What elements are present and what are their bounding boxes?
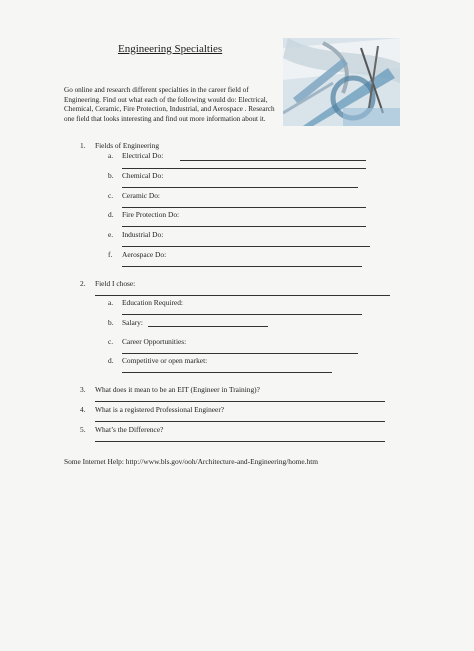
q1f-label: Aerospace Do: xyxy=(122,250,167,259)
q1a-label: Electrical Do: xyxy=(122,151,164,160)
q1c-letter: c. xyxy=(108,191,114,200)
q2b-label: Salary: xyxy=(122,318,143,327)
answer-line[interactable] xyxy=(95,295,390,296)
q1-number: 1. xyxy=(80,141,86,150)
q1c-label: Ceramic Do: xyxy=(122,191,160,200)
q1e-label: Industrial Do: xyxy=(122,230,164,239)
q2-number: 2. xyxy=(80,279,86,288)
answer-line[interactable] xyxy=(122,207,366,208)
answer-line[interactable] xyxy=(122,266,362,267)
intro-paragraph: Go online and research different specialties in the career field of Engineering. Find out what each of the following would do: Electrical, Chemical, Ceramic, Fire Protection, Industrial, and Aerospace . Research one field that looks interesting and find out more information about it. xyxy=(64,86,275,123)
q1-label: Fields of Engineering xyxy=(95,141,160,150)
salary-answer-line[interactable] xyxy=(148,326,268,327)
internet-help-link[interactable]: Some Internet Help: http://www.bls.gov/ooh/Architecture-and-Engineering/home.htm xyxy=(64,457,319,466)
q2c-label: Career Opportunities: xyxy=(122,337,187,346)
answer-line[interactable] xyxy=(180,160,366,161)
answer-line[interactable] xyxy=(122,168,366,169)
q2-label: Field I chose: xyxy=(95,279,136,288)
q1b-letter: b. xyxy=(108,171,114,180)
q1d-letter: d. xyxy=(108,210,114,219)
page-title: Engineering Specialties xyxy=(118,43,223,55)
q4-label: What is a registered Professional Engineer? xyxy=(95,405,225,414)
answer-line[interactable] xyxy=(95,441,385,442)
q2c-letter: c. xyxy=(108,337,114,346)
q1a-letter: a. xyxy=(108,151,114,160)
q5-label: What’s the Difference? xyxy=(95,425,164,434)
q2a-label: Education Required: xyxy=(122,298,183,307)
answer-line[interactable] xyxy=(122,372,332,373)
q1e-letter: e. xyxy=(108,230,114,239)
q2a-letter: a. xyxy=(108,298,114,307)
q1b-label: Chemical Do: xyxy=(122,171,164,180)
answer-line[interactable] xyxy=(122,187,358,188)
drafting-tools-photo xyxy=(283,38,400,126)
answer-line[interactable] xyxy=(95,401,385,402)
answer-line[interactable] xyxy=(122,246,370,247)
q5-number: 5. xyxy=(80,425,86,434)
q2b-letter: b. xyxy=(108,318,114,327)
q3-label: What does it mean to be an EIT (Engineer in Training)? xyxy=(95,385,260,394)
q1d-label: Fire Protection Do: xyxy=(122,210,180,219)
answer-line[interactable] xyxy=(122,314,362,315)
answer-line[interactable] xyxy=(122,353,358,354)
answer-line[interactable] xyxy=(95,421,385,422)
q4-number: 4. xyxy=(80,405,86,414)
q2d-letter: d. xyxy=(108,356,114,365)
q1f-letter: f. xyxy=(108,250,113,259)
q2d-label: Competitive or open market: xyxy=(122,356,208,365)
answer-line[interactable] xyxy=(122,226,366,227)
q3-number: 3. xyxy=(80,385,86,394)
